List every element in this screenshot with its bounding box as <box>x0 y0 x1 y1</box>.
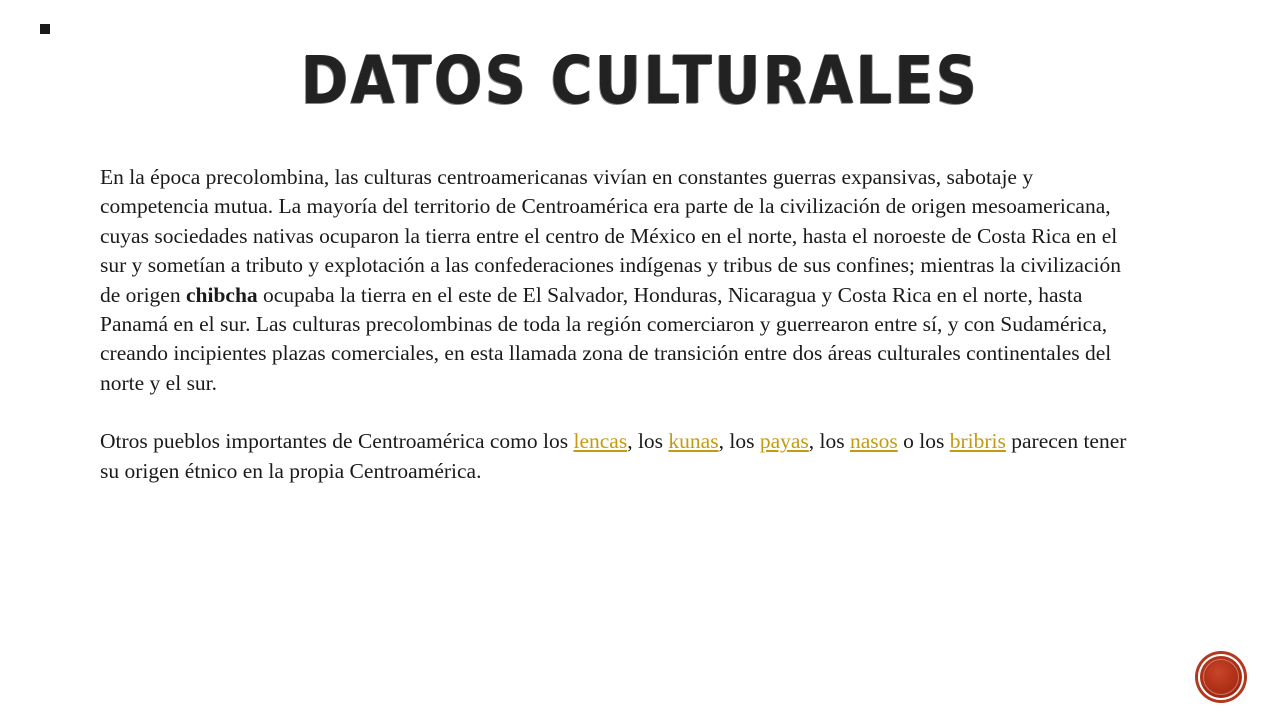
separator-text: , los <box>627 429 669 454</box>
separator-text: , los <box>718 429 760 454</box>
paragraph-pueblos <box>100 427 1140 486</box>
separator-text: o los <box>897 429 950 454</box>
slide-body <box>100 163 1140 486</box>
link-bribris[interactable]: bribris <box>949 429 1006 454</box>
slide-bullet-marker <box>40 24 50 34</box>
link-kunas[interactable]: kunas <box>668 429 719 454</box>
link-payas[interactable]: payas <box>759 429 809 454</box>
paragraph-text: parecen tener su origen étnico en la propia Centroamérica. <box>100 429 1127 483</box>
separator-text: , los <box>808 429 850 454</box>
bold-term-chibcha: chibcha <box>185 282 258 307</box>
paragraph-precolombina <box>100 163 1140 398</box>
paragraph-text: Otros pueblos importantes de Centroamérica como los <box>100 429 574 454</box>
link-nasos[interactable]: nasos <box>849 429 898 454</box>
link-lencas[interactable]: lencas <box>573 429 628 454</box>
paragraph-text: ocupaba la tierra en el este de El Salvador, Honduras, Nicaragua y Costa Rica en el norte, hasta Panamá en el sur. Las culturas precolombinas de toda la región comerciaron y guerrearon entre sí, y con Sudamérica, creando incipientes plazas comerciales, en esta llamada zona de transición entre dos áreas culturales continentales del norte y el sur. <box>100 282 1112 395</box>
slide-nav-button[interactable] <box>1198 654 1244 700</box>
paragraph-text: En la época precolombina, las culturas centroamericanas vivían en constantes guerras expansivas, sabotaje y competencia mutua. La mayoría del territorio de Centroamérica era parte de la civilización de origen mesoamericana, cuyas sociedades nativas ocuparon la tierra entre el centro de México en el norte, hasta el noroeste de Costa Rica en el sur y sometían a tributo y explotación a las confederaciones indígenas y tribus de sus confines; mientras la civilización de origen <box>100 165 1121 307</box>
slide-title: DATOS CULTURALES <box>300 42 980 119</box>
